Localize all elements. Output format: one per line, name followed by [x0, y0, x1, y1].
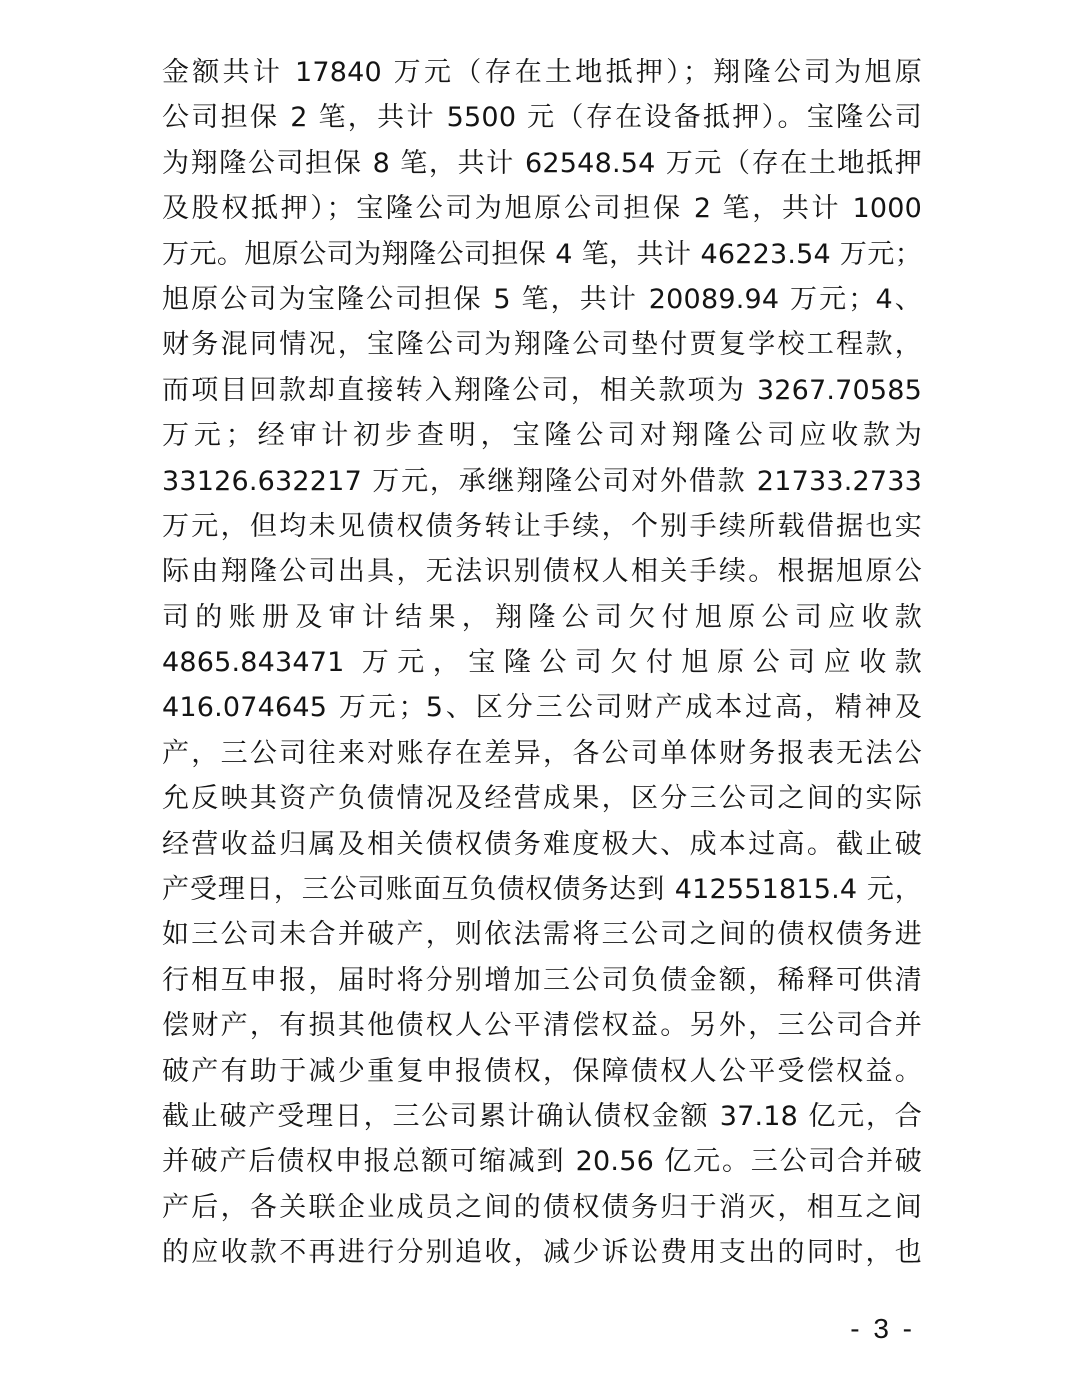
text-line: 万元；经审计初步查明，宝隆公司对翔隆公司应收款为 [162, 420, 922, 452]
text-line: 产后，各关联企业成员之间的债权债务归于消灭，相互之间 [162, 1191, 922, 1223]
text-line: 为翔隆公司担保 8 笔，共计 62548.54 万元（存在土地抵押 [162, 147, 922, 179]
page-number: - 3 - [850, 1313, 915, 1344]
text-line: 司的账册及审计结果，翔隆公司欠付旭原公司应收款 [162, 601, 922, 633]
text-line: 如三公司未合并破产，则依法需将三公司之间的债权债务进 [162, 919, 922, 951]
body-text [162, 50, 922, 1276]
text-line: 允反映其资产负债情况及经营成果，区分三公司之间的实际 [162, 783, 922, 815]
text-line: 万元。旭原公司为翔隆公司担保 4 笔，共计 46223.54 万元； [162, 238, 922, 270]
text-line: 33126.632217 万元，承继翔隆公司对外借款 21733.2733 [162, 465, 922, 497]
text-line: 及股权抵押）；宝隆公司为旭原公司担保 2 笔，共计 1000 [162, 193, 922, 225]
text-line: 破产有助于减少重复申报债权，保障债权人公平受偿权益。 [162, 1055, 922, 1087]
text-line: 公司担保 2 笔，共计 5500 元（存在设备抵押）。宝隆公司 [162, 102, 922, 134]
text-line: 截止破产受理日，三公司累计确认债权金额 37.18 亿元，合 [162, 1100, 922, 1132]
text-line: 金额共计 17840 万元（存在土地抵押）；翔隆公司为旭原 [162, 57, 922, 88]
text-line: 产，三公司往来对账存在差异，各公司单体财务报表无法公 [162, 737, 922, 769]
text-line: 而项目回款却直接转入翔隆公司，相关款项为 3267.70585 [162, 374, 922, 406]
text-line: 行相互申报，届时将分别增加三公司负债金额，稀释可供清 [162, 964, 922, 996]
text-line: 万元，但均未见债权债务转让手续，个别手续所载借据也实 [162, 510, 922, 542]
text-line: 416.074645 万元；5、区分三公司财产成本过高，精神及 [162, 692, 922, 724]
text-line: 财务混同情况，宝隆公司为翔隆公司垫付贾复学校工程款， [162, 329, 922, 361]
text-line: 的应收款不再进行分别追收，减少诉讼费用支出的同时，也 [162, 1237, 922, 1269]
text-line: 际由翔隆公司出具，无法识别债权人相关手续。根据旭原公 [162, 556, 922, 588]
text-line: 旭原公司为宝隆公司担保 5 笔，共计 20089.94 万元；4、 [162, 283, 922, 315]
text-line: 偿财产，有损其他债权人公平清偿权益。另外，三公司合并 [162, 1010, 922, 1042]
text-line: 经营收益归属及相关债权债务难度极大、成本过高。截止破 [162, 828, 922, 860]
text-line: 4865.843471 万元，宝隆公司欠付旭原公司应收款 [162, 647, 922, 679]
text-line: 并破产后债权申报总额可缩减到 20.56 亿元。三公司合并破 [162, 1146, 922, 1178]
text-line: 产受理日，三公司账面互负债权债务达到 412551815.4 元， [162, 874, 922, 906]
